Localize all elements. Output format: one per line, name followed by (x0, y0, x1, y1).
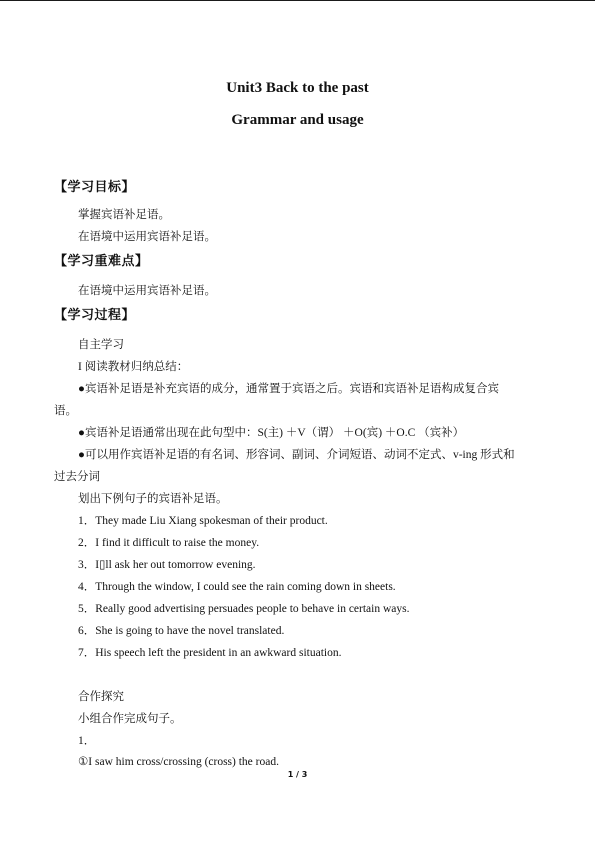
section-heading-process: 【学习过程】 (54, 308, 136, 323)
exercise-sentence: ①I saw him cross/crossing (cross) the road. (78, 756, 279, 768)
example-sentence: 1．They made Liu Xiang spokesman of their product. (78, 515, 328, 527)
goal-item: 在语境中运用宾语补足语。 (78, 231, 216, 243)
section-heading-goals: 【学习目标】 (54, 180, 136, 195)
group-task-line: 小组合作完成句子。 (78, 713, 182, 725)
example-sentence: 4．Through the window, I could see the rain coming down in sheets. (78, 581, 396, 593)
bullet-line-continuation: 过去分词 (54, 471, 100, 483)
cooperate-label: 合作探究 (78, 691, 124, 703)
example-sentence: 6．She is going to have the novel translated. (78, 625, 285, 637)
section-heading-key-points: 【学习重难点】 (54, 254, 149, 269)
bullet-line: ●可以用作宾语补足语的有名词、形容词、副词、介词短语、动词不定式、v-ing 形式和 (78, 449, 515, 461)
exercise-number: 1． (78, 735, 96, 747)
example-sentence: 2．I find it difficult to raise the money. (78, 537, 260, 549)
example-sentence: 7．His speech left the president in an awkward situation. (78, 647, 342, 659)
read-summary-label: I 阅读教材归纳总结： (78, 361, 189, 373)
top-rule (0, 0, 595, 1)
example-sentence: 5．Really good advertising persuades people to behave in certain ways. (78, 603, 410, 615)
key-point-item: 在语境中运用宾语补足语。 (78, 285, 216, 297)
bullet-line-continuation: 语。 (54, 405, 77, 417)
document-title: Unit3 Back to the past (226, 80, 369, 96)
self-study-label: 自主学习 (78, 339, 124, 351)
instruction-line: 划出下例句子的宾语补足语。 (78, 493, 228, 505)
example-sentence: 3．I▯ll ask her out tomorrow evening. (78, 559, 256, 571)
bullet-line: ●宾语补足语通常出现在此句型中：S(主) ＋V（谓） ＋O(宾) ＋O.C （宾补） (78, 427, 465, 439)
bullet-line: ●宾语补足语是补充宾语的成分，通常置于宾语之后。宾语和宾语补足语构成复合宾 (78, 383, 499, 395)
document-subtitle: Grammar and usage (231, 112, 364, 128)
page-number: 1 / 3 (287, 770, 308, 779)
goal-item: 掌握宾语补足语。 (78, 209, 170, 221)
